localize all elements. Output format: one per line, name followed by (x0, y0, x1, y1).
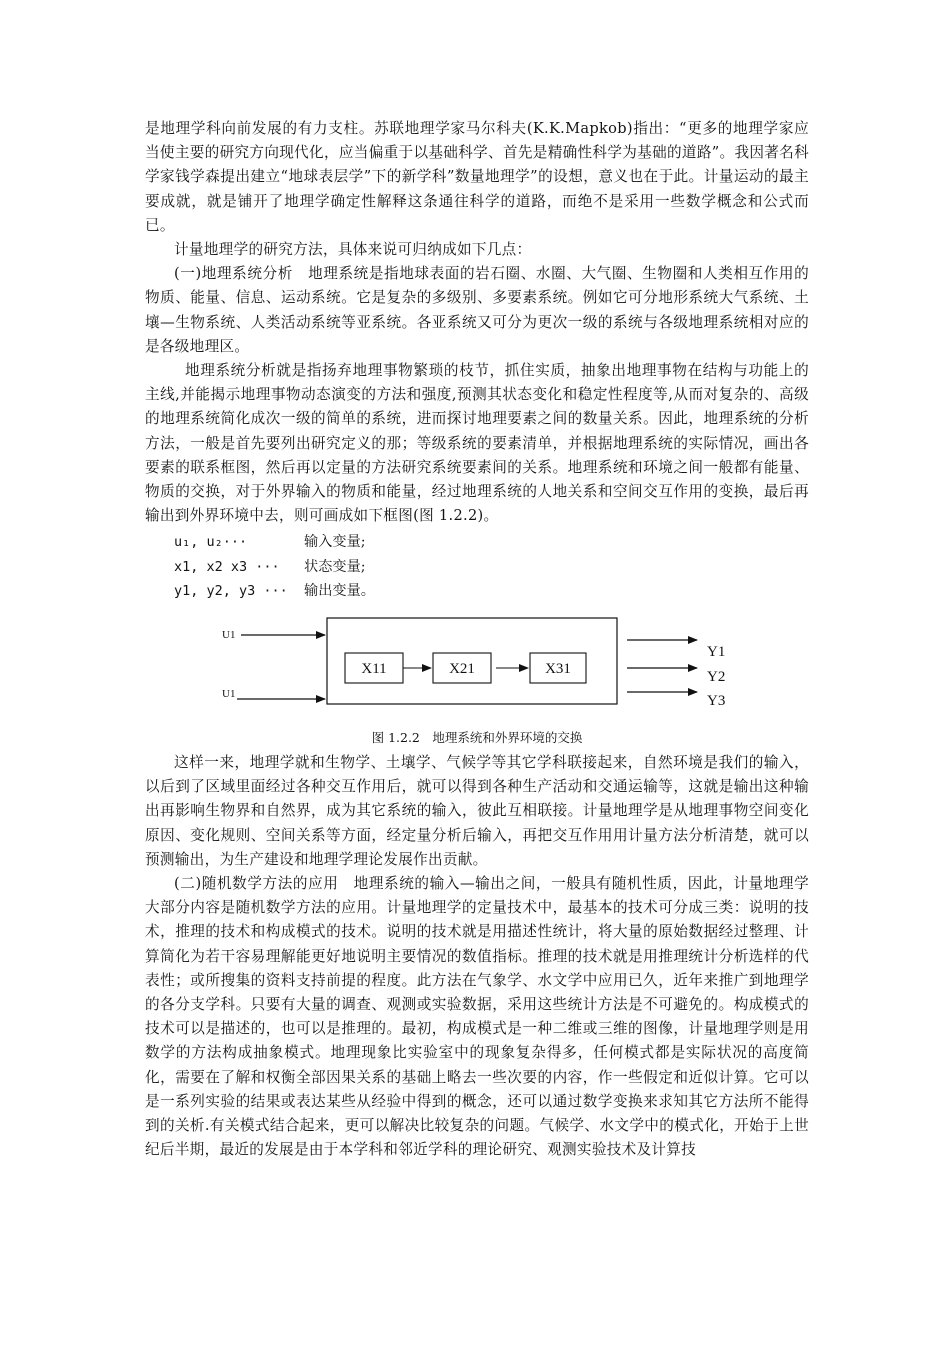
output-label-y3: Y3 (707, 692, 726, 709)
variable-symbol: u₁, u₂··· (174, 534, 248, 551)
state-label-x31: X31 (545, 660, 571, 677)
variable-meaning: 输出变量。 (304, 583, 375, 600)
output-label-y2: Y2 (707, 668, 726, 685)
output-label-y1: Y1 (707, 643, 726, 660)
paragraph-methods-lead: 计量地理学的研究方法，具体来说可归纳成如下几点： (174, 241, 532, 259)
paragraph-linkage: 这样一来，地理学就和生物学、土壤学、气候学等其它学科联接起来，自然环境是我们的输入，以后到了区域里面经过各种交互作用后，就可以得到各种生产活动和交通运输等，这就是输出这种输出再影响生物界和自然界，成为其它系统的输入，彼此互相联接。计量地理学是从地理事物空间变化原因、变化规则、空间关系等方面，经定量分析后输入，再把交互作用用计量方法分析清楚，就可以预测输出，为生产建设和地理学理论发展作出贡献。 (145, 753, 809, 868)
paragraph-system-analysis-detail: 地理系统分析就是指扬弃地理事物繁琐的枝节，抓住实质，抽象出地理事物在结构与功能上的主线,并能揭示地理事物动态演变的方法和强度,预测其状态变化和稳定性程度等,从而对复杂的、高级的地理系统简化成次一级的简单的系统，进而探讨地理要素之间的数量关系。因此，地理系统的分析方法，一般是首先要列出研究定义的那；等级系统的要素清单，并根据地理系统的实际情况，画出各要素的联系框图，然后再以定量的方法研究系统要素间的关系。地理系统和环境之间一般都有能量、物质的交换，对于外界输入的物质和能量，经过地理系统的人地关系和空间交互作用的变换，最后再输出到外界环境中去，则可画成如下框图(图 1.2.2)。 (145, 362, 809, 525)
variable-meaning: 输入变量; (304, 534, 366, 551)
variable-row (174, 555, 809, 580)
state-label-x21: X21 (449, 660, 475, 677)
variable-symbol: y1, y2, y3 ··· (174, 583, 288, 600)
input-label-2: U1 (222, 687, 236, 700)
paragraph-random-methods: (二)随机数学方法的应用 地理系统的输入—输出之间，一般具有随机性质，因此，计量地理学大部分内容是随机数学方法的应用。计量地理学的定量技术中，最基本的技术可分成三类：说明的技术，推理的技术和构成模式的技术。说明的技术就是用描述性统计，将大量的原始数据经过整理、计算简化为若干容易理解能更好地说明主要情况的数值指标。推理的技术就是用推理统计分析选样的代表性；或所搜集的资料支持前提的程度。此方法在气象学、水文学中应用已久，近年来推广到地理学的各分支学科。只要有大量的调查、观测或实验数据，采用这些统计方法是不可避免的。构成模式的技术可以是描述的，也可以是推理的。最初，构成模式是一种二维或三维的图像，计量地理学则是用数学的方法构成抽象模式。地理现象比实验室中的现象复杂得多，任何模式都是实际状况的高度简化，需要在了解和权衡全部因果关系的基础上略去一些次要的内容，作一些假定和近似计算。它可以是一系列实验的结果或表达某些从经验中得到的概念，还可以通过数学变换来求知其它方法所不能得到的关析.有关模式结合起来，更可以解决比较复杂的问题。气候学、水文学中的模式化，开始于上世纪后半期，最近的发展是由于本学科和邻近学科的理论研究、观测实验技术及计算技 (145, 874, 809, 1159)
variable-row (174, 579, 809, 604)
variable-list (174, 530, 809, 604)
state-label-x11: X11 (361, 660, 387, 677)
system-exchange-diagram (145, 608, 809, 751)
variable-meaning: 状态变量; (304, 558, 366, 575)
variable-row (174, 530, 809, 555)
input-label-1: U1 (222, 628, 236, 641)
variable-symbol: x1, x2 x3 ··· (174, 558, 280, 575)
paragraph-intro: 是地理学科向前发展的有力支柱。苏联地理学家马尔科夫(K.K.Mapkob)指出：“更多的地理学家应当使主要的研究方向现代化，应当偏重于以基础科学、首先是精确性科学为基础的道路”。我因著名科学家钱学森提出建立“地球表层学”下的新学科”数量地理学”的设想，意义也在于此。计量运动的最主要成就，就是铺开了地理学确定性解释这条通往科学的道路，而绝不是采用一些数学概念和公式而已。 (145, 120, 809, 234)
figure-caption: 图 1.2.2 地理系统和外界环境的交换 (371, 729, 583, 745)
document-page (145, 117, 809, 1162)
paragraph-system-analysis: (一)地理系统分析 地理系统是指地球表面的岩石圈、水圈、大气圈、生物圈和人类相互作用的物质、能量、信息、运动系统。它是复杂的多级别、多要素系统。例如它可分地形系统大气系统、土壤—生物系统、人类活动系统等亚系统。各亚系统又可分为更次一级的系统与各级地理系统相对应的是各级地理区。 (145, 265, 809, 355)
